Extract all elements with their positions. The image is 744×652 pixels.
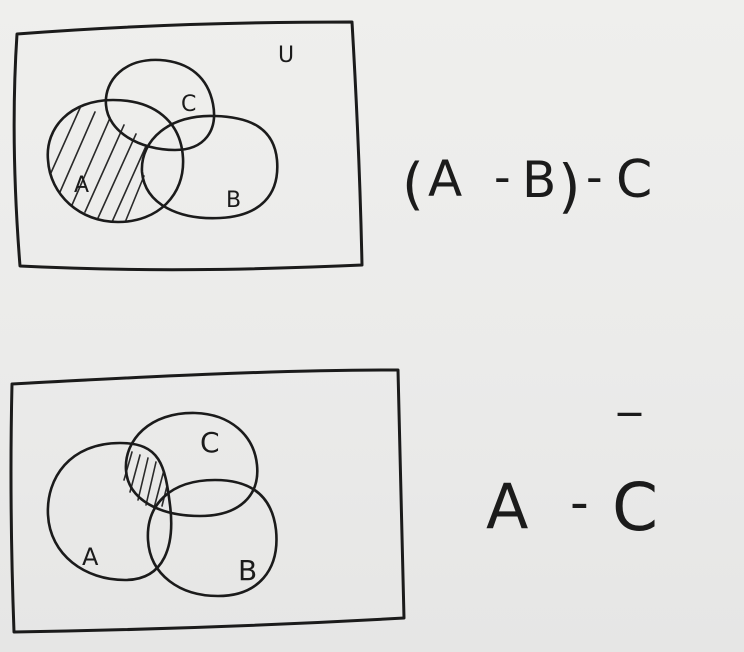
expr2-complement-bar: ‾ [618, 405, 641, 459]
expr1-set-a: A [428, 150, 463, 208]
expr1-minus-2: - [586, 150, 603, 204]
expr2-minus: - [570, 473, 589, 533]
expression-1 [402, 150, 652, 220]
universe-box-2 [11, 370, 404, 632]
expr1-set-b: B [522, 151, 557, 209]
expr1-set-c: C [616, 150, 653, 210]
set-a-circle-1 [48, 100, 183, 222]
set-c-circle-1 [106, 60, 214, 150]
venn-diagram-1 [14, 22, 362, 270]
hatched-region-a-minus-b-minus-c [50, 108, 146, 222]
expr2-set-c: C [612, 469, 659, 546]
universe-box-1 [14, 22, 362, 270]
expr1-close-paren: ) [558, 152, 581, 220]
venn-diagram-2 [11, 370, 404, 632]
universe-label: U [278, 43, 295, 68]
set-b-label-2: B [238, 554, 258, 587]
set-c-circle-2 [126, 413, 257, 516]
set-b-label-1: B [226, 188, 242, 213]
expr1-minus-1: - [494, 150, 511, 204]
expr1-open-paren: ( [402, 152, 424, 217]
set-a-label-2: A [82, 543, 99, 571]
expr2-set-a: A [486, 470, 529, 543]
set-a-label-1: A [74, 173, 90, 198]
set-c-label-2: C [200, 426, 220, 459]
set-c-label-1: C [181, 92, 197, 117]
expression-2 [486, 405, 658, 546]
